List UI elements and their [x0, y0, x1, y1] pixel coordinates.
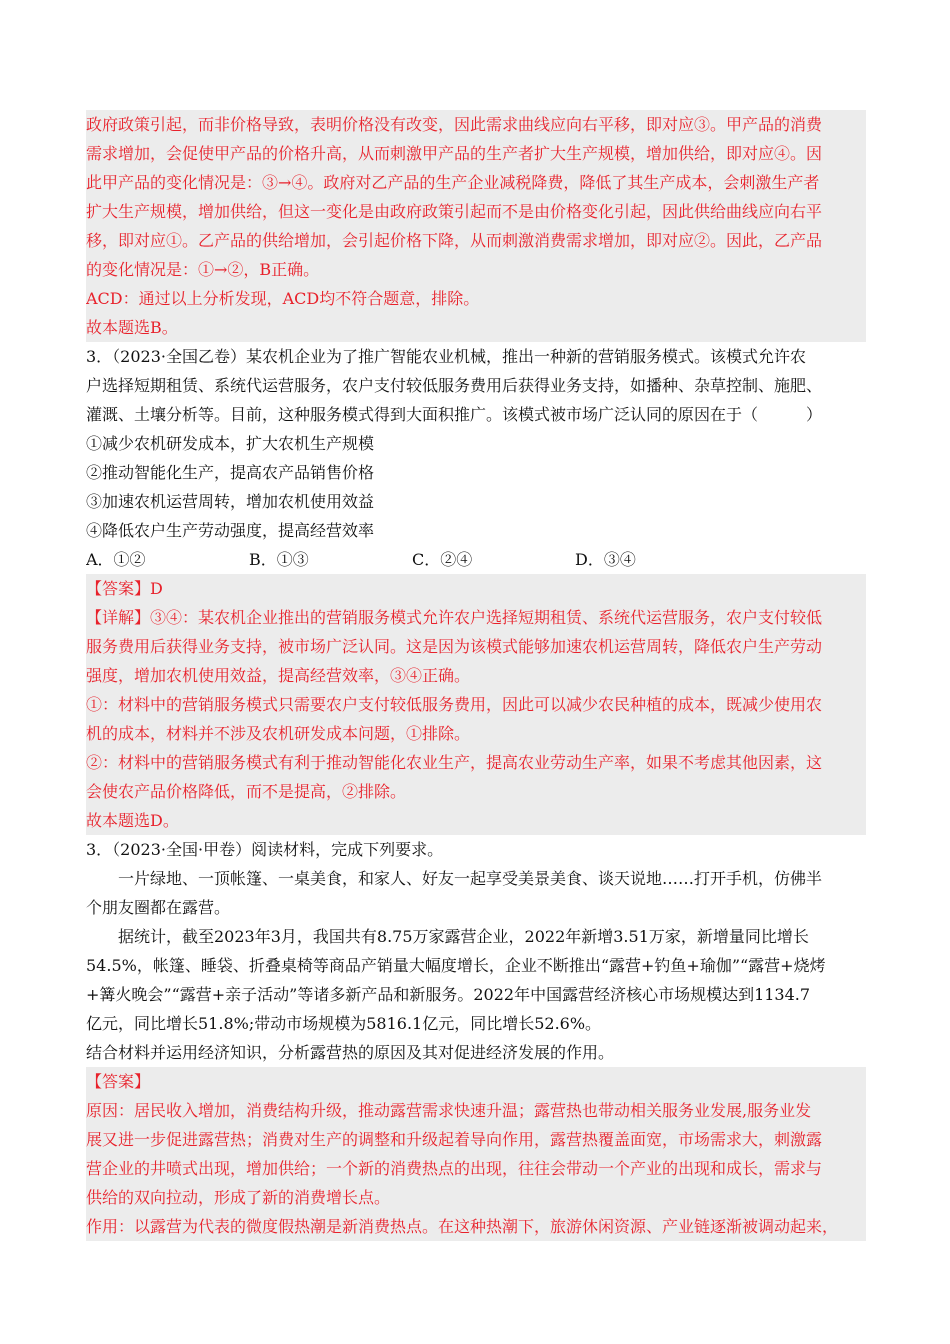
option-a: A．①②	[86, 550, 146, 569]
answer-label: 【答案】D	[86, 579, 163, 598]
answer-options	[86, 545, 866, 574]
analysis-line: 扩大生产规模，增加供给，但这一变化是由政府政策引起而不是由价格变化引起，因此供给曲线应向右平	[86, 202, 823, 221]
q2-answer-block	[86, 1067, 866, 1241]
analysis-line: ACD：通过以上分析发现，ACD均不符合题意，排除。	[86, 289, 480, 308]
analysis-line: 故本题选B。	[86, 318, 178, 337]
choice-item: ④降低农户生产劳动强度，提高经营效率	[86, 521, 375, 540]
question-stem-line: 3．（2023·全国乙卷）某农机企业为了推广智能农业机械，推出一种新的营销服务模式。该模式允许农	[86, 347, 806, 366]
answer-line: 营企业的井喷式出现，增加供给；一个新的消费热点的出现，往往会带动一个产业的出现和成长，需求与	[86, 1159, 823, 1178]
document-page	[86, 110, 866, 1241]
analysis-line: 需求增加，会促使甲产品的价格升高，从而刺激甲产品的生产者扩大生产规模，增加供给，即对应④。因	[86, 144, 823, 163]
question-stem-line: 灌溉、土壤分析等。目前，这种服务模式得到大面积推广。该模式被市场广泛认同的原因在于（ ）	[86, 405, 823, 424]
analysis-line: 强度，增加农机使用效益，提高经营效率，③④正确。	[86, 666, 471, 685]
analysis-line: 此甲产品的变化情况是：③→④。政府对乙产品的生产企业减税降费，降低了其生产成本，会刺激生产者	[86, 173, 820, 192]
choice-item: ③加速农机运营周转，增加农机使用效益	[86, 492, 375, 511]
question-stem-line: 户选择短期租赁、系统代运营服务，农户支付较低服务费用后获得业务支持，如播种、杂草控制、施肥、	[86, 376, 823, 395]
analysis-line: 政府政策引起，而非价格导致，表明价格没有改变，因此需求曲线应向右平移，即对应③。甲产品的消费	[86, 115, 823, 134]
analysis-line: 移，即对应①。乙产品的供给增加，会引起价格下降，从而刺激消费需求增加，即对应②。因此，乙产品	[86, 231, 823, 250]
question-header: 3．（2023·全国·甲卷）阅读材料，完成下列要求。	[86, 840, 444, 859]
analysis-line: 服务费用后获得业务支持，被市场广泛认同。这是因为该模式能够加速农机运营周转，降低农户生产劳动	[86, 637, 823, 656]
material-line: +篝火晚会”“露营+亲子活动”等诸多新产品和新服务。2022年中国露营经济核心市场规模达到1134.7	[86, 985, 811, 1004]
answer-label: 【答案】	[86, 1072, 151, 1091]
analysis-line: ②：材料中的营销服务模式有利于推动智能化农业生产，提高农业劳动生产率，如果不考虑其他因素，这	[86, 753, 823, 772]
answer-line: 展又进一步促进露营热；消费对生产的调整和升级起着导向作用，露营热覆盖面宽，市场需求大，刺激露	[86, 1130, 823, 1149]
analysis-line: 【详解】③④：某农机企业推出的营销服务模式允许农户选择短期租赁、系统代运营服务，农户支付较低	[86, 608, 823, 627]
choice-item: ②推动智能化生产，提高农产品销售价格	[86, 463, 375, 482]
material-line: 一片绿地、一顶帐篷、一桌美食，和家人、好友一起享受美景美食、谈天说地……打开手机，仿佛半	[118, 869, 823, 888]
question-prompt: 结合材料并运用经济知识，分析露营热的原因及其对促进经济发展的作用。	[86, 1043, 615, 1062]
material-line: 54.5%，帐篷、睡袋、折叠桌椅等商品产销量大幅度增长，企业不断推出“露营+钓鱼+瑜伽”“露营+烧烤	[86, 956, 826, 975]
answer-line: 作用：以露营为代表的微度假热潮是新消费热点。在这种热潮下，旅游休闲资源、产业链逐渐被调动起来，	[86, 1217, 839, 1236]
material-line: 个朋友圈都在露营。	[86, 898, 231, 917]
question-1	[86, 342, 866, 574]
analysis-line: 会使农产品价格降低，而不是提高，②排除。	[86, 782, 407, 801]
analysis-line: 机的成本，材料并不涉及农机研发成本问题，①排除。	[86, 724, 471, 743]
q1-answer-block	[86, 574, 866, 835]
answer-line: 供给的双向拉动，形成了新的消费增长点。	[86, 1188, 391, 1207]
question-2	[86, 835, 866, 1067]
option-c: C．②④	[412, 550, 473, 569]
material-line: 亿元，同比增长51.8%;带动市场规模为5816.1亿元，同比增长52.6%。	[86, 1014, 602, 1033]
answer-line: 原因：居民收入增加，消费结构升级，推动露营需求快速升温；露营热也带动相关服务业发展,服务业发	[86, 1101, 812, 1120]
option-d: D．③④	[575, 550, 636, 569]
analysis-line: 的变化情况是：①→②，B正确。	[86, 260, 320, 279]
analysis-line: ①：材料中的营销服务模式只需要农户支付较低服务费用，因此可以减少农民种植的成本，既减少使用农	[86, 695, 823, 714]
material-line: 据统计，截至2023年3月，我国共有8.75万家露营企业，2022年新增3.51万家，新增量同比增长	[118, 927, 809, 946]
option-b: B．①③	[249, 550, 309, 569]
choice-item: ①减少农机研发成本，扩大农机生产规模	[86, 434, 375, 453]
analysis-line: 故本题选D。	[86, 811, 179, 830]
prev-analysis-block	[86, 110, 866, 342]
